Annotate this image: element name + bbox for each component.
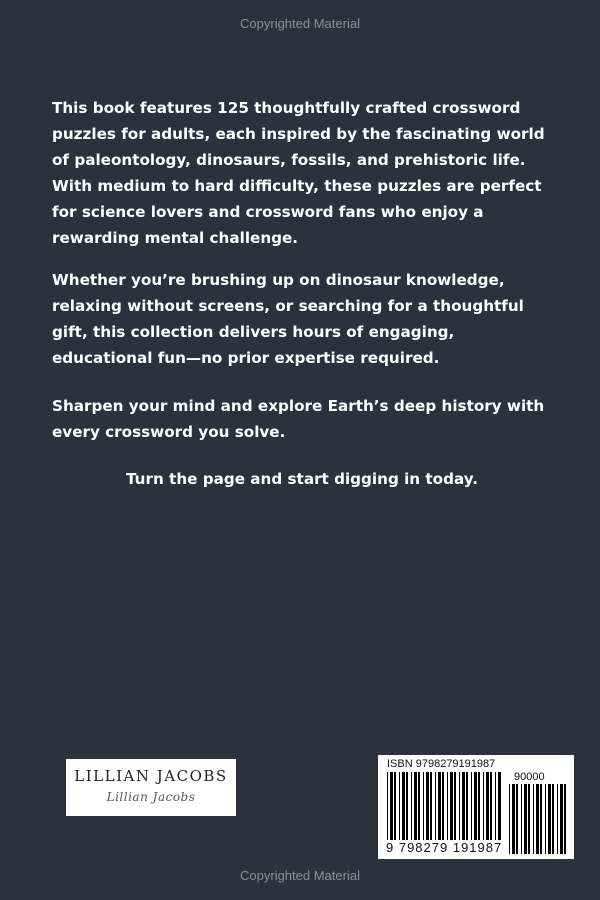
barcode-bar bbox=[524, 784, 527, 854]
barcode-bar bbox=[498, 772, 501, 840]
barcode-bar bbox=[545, 784, 546, 854]
barcode-bar bbox=[466, 772, 468, 840]
barcode-bar bbox=[414, 772, 417, 840]
call-to-action: Turn the page and start digging in today. bbox=[125, 470, 479, 488]
barcode-bar bbox=[548, 784, 551, 854]
author-name: LILLIAN JACOBS bbox=[74, 767, 228, 785]
copyright-watermark-bottom: Copyrighted Material bbox=[240, 868, 360, 883]
barcode-bar bbox=[564, 784, 566, 854]
barcode-bar bbox=[406, 772, 408, 840]
isbn-label: ISBN 9798279191987 bbox=[387, 758, 496, 770]
barcode-bar bbox=[478, 772, 480, 840]
barcode-bar bbox=[540, 784, 542, 854]
description-paragraph-2: Whether you’re brushing up on dinosaur knowledge, relaxing without screens, or searching for a thoughtful gift, this collection delivers hours of engaging, educational fun—no prior expertise required. bbox=[52, 271, 524, 367]
barcode-bar bbox=[533, 784, 534, 854]
barcode-bar bbox=[387, 772, 388, 840]
barcode-bar bbox=[483, 772, 484, 840]
isbn-barcode bbox=[378, 755, 574, 859]
barcode-bar bbox=[486, 772, 489, 840]
addon-bars bbox=[509, 784, 567, 854]
barcode-bar bbox=[447, 772, 448, 840]
barcode-bar bbox=[474, 772, 477, 840]
author-signature: Lillian Jacobs bbox=[106, 790, 196, 804]
barcode-bar bbox=[411, 772, 412, 840]
barcode-bar bbox=[516, 784, 518, 854]
barcode-bar bbox=[438, 772, 441, 840]
barcode-bar bbox=[509, 784, 510, 854]
barcode-bar bbox=[423, 772, 424, 840]
ean-digits: 9 798279 191987 bbox=[386, 840, 503, 855]
barcode-bar bbox=[459, 772, 460, 840]
barcode-bar bbox=[390, 772, 393, 840]
price-code: 90000 bbox=[514, 771, 545, 783]
barcode-bar bbox=[552, 784, 554, 854]
barcode-bar bbox=[521, 784, 522, 854]
barcode-bar bbox=[450, 772, 453, 840]
ean-bars bbox=[387, 772, 503, 840]
barcode-bar bbox=[394, 772, 396, 840]
barcode-bar bbox=[528, 784, 530, 854]
barcode-bar bbox=[471, 772, 472, 840]
barcode-bar bbox=[399, 772, 400, 840]
barcode-bar bbox=[402, 772, 405, 840]
barcode-bar bbox=[430, 772, 432, 840]
barcode-bar bbox=[560, 784, 563, 854]
copyright-watermark-top: Copyrighted Material bbox=[240, 16, 360, 31]
barcode-bar bbox=[435, 772, 436, 840]
barcode-bar bbox=[454, 772, 456, 840]
description-paragraph-1: This book features 125 thoughtfully crafted crossword puzzles for adults, each inspired by the fascinating world of paleontology, dinosaurs, fossils, and prehistoric life. With medium to hard difficulty, these puzzles are perfect for science lovers and crossword fans who enjoy a rewarding mental challenge. bbox=[52, 99, 545, 247]
barcode-bar bbox=[512, 784, 515, 854]
barcode-bar bbox=[418, 772, 420, 840]
barcode-bar bbox=[426, 772, 429, 840]
barcode-bar bbox=[490, 772, 492, 840]
barcode-bar bbox=[557, 784, 558, 854]
author-logo bbox=[66, 759, 236, 816]
barcode-bar bbox=[442, 772, 444, 840]
barcode-bar bbox=[536, 784, 539, 854]
barcode-bar bbox=[462, 772, 465, 840]
description-paragraph-3: Sharpen your mind and explore Earth’s deep history with every crossword you solve. bbox=[52, 397, 545, 441]
barcode-bar bbox=[495, 772, 496, 840]
